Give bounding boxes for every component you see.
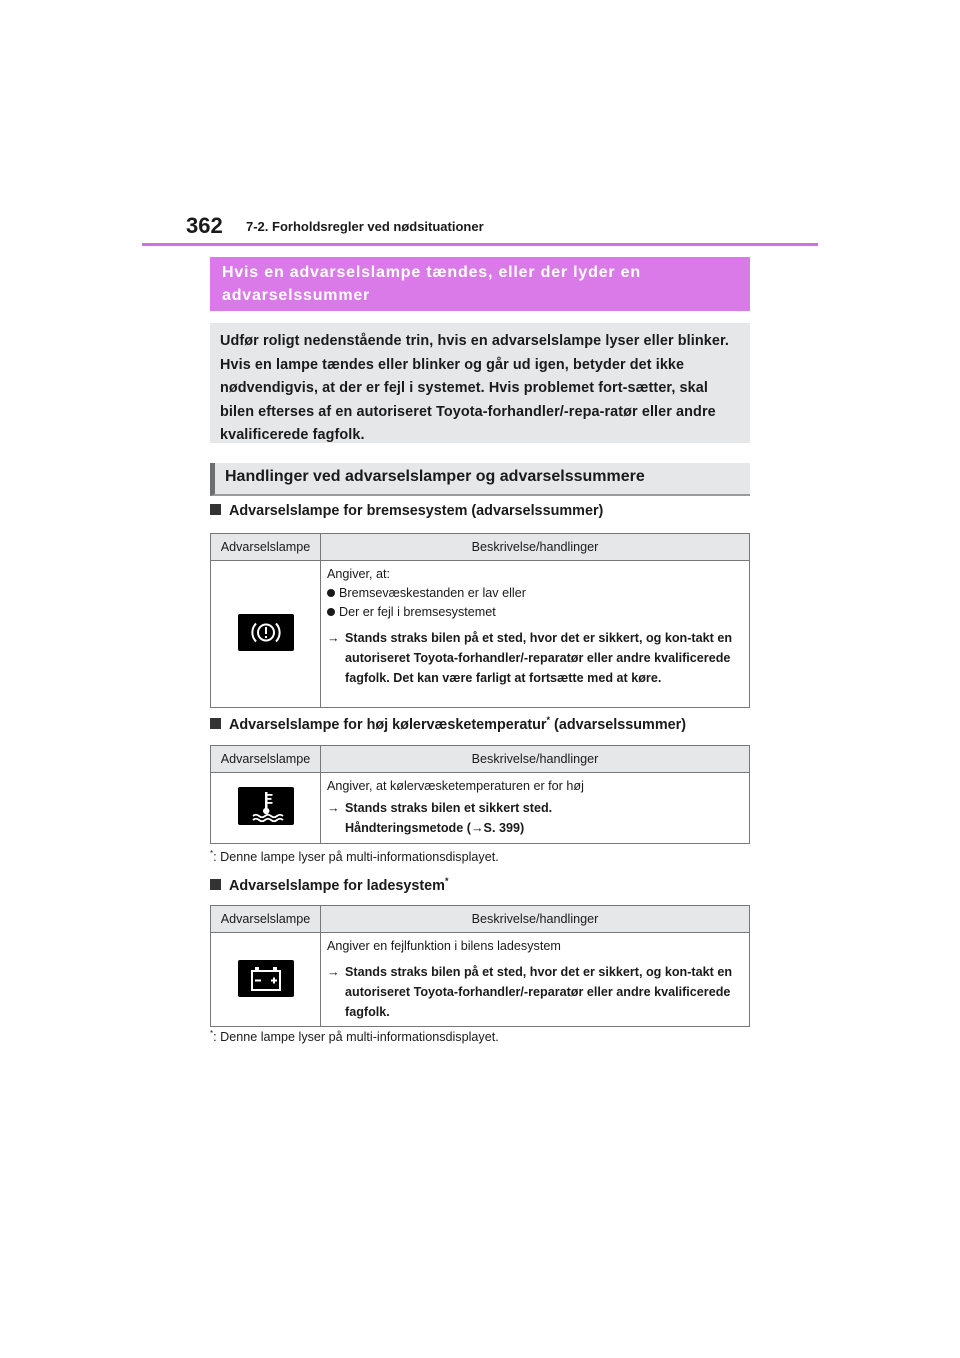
table-row [211, 561, 750, 708]
arrow-right-icon: → [327, 631, 340, 645]
subsection-heading-charging [210, 876, 448, 894]
lamp-cell [211, 933, 321, 1027]
arrow-right-icon: → [327, 965, 340, 979]
description-text: Angiver, at: [327, 567, 391, 581]
subsection-heading-text: Advarselslampe for høj kølervæsketemperatur [229, 716, 547, 733]
table-header-row [211, 746, 750, 773]
footnote [210, 849, 499, 864]
arrow-right-icon: → [327, 801, 340, 815]
lamp-cell [211, 561, 321, 708]
section-heading [210, 463, 750, 496]
description-text: Angiver en fejlfunktion i bilens ladesystem [327, 939, 561, 953]
description-cell [321, 561, 750, 708]
column-header-description: Beskrivelse/handlinger [321, 534, 750, 561]
action-text: Stands straks bilen på et sted, hvor det er sikkert, og kon-takt en autoriseret Toyota-forhandler/-reparatør eller andre kvalificerede fagfolk. [345, 965, 733, 1019]
footnote [210, 1029, 499, 1044]
subsection-heading-brake [210, 503, 603, 519]
page-number: 362 [186, 213, 223, 238]
subsection-heading-text: Advarselslampe for bremsesystem (advarselssummer) [229, 503, 604, 519]
footnote-marker: * [546, 715, 551, 725]
footnote-marker: * [444, 876, 449, 886]
column-header-description: Beskrivelse/handlinger [321, 746, 750, 773]
description-cell [321, 773, 750, 844]
bullet-item [327, 584, 743, 603]
footnote-text: : Denne lampe lyser på multi-informationsdisplayet. [213, 850, 499, 865]
battery-charging-icon [238, 960, 294, 997]
square-bullet-icon [210, 879, 221, 890]
action-text: Stands straks bilen på et sted, hvor det er sikkert, og kon-takt en autoriseret Toyota-forhandler/-reparatør eller andre kvalificerede fagfolk. Det kan være farligt at fortsætte med at køre. [345, 631, 733, 685]
column-header-lamp: Advarselslampe [211, 746, 321, 773]
header-rule [142, 243, 818, 246]
bullet-icon [327, 589, 335, 597]
description-text: Angiver, at kølervæsketemperaturen er for høj [327, 779, 584, 793]
action-instruction [327, 963, 743, 1022]
arrow-right-icon: → [470, 820, 484, 835]
bullet-icon [327, 608, 335, 616]
lamp-cell [211, 773, 321, 844]
table-header-row [211, 906, 750, 933]
column-header-description: Beskrivelse/handlinger [321, 906, 750, 933]
bullet-text: Der er fejl i bremsesystemet [339, 605, 496, 619]
warning-table-brake [210, 533, 750, 708]
action-instruction [327, 799, 743, 839]
page-reference: S. 399) [483, 820, 525, 835]
section-heading-text: Handlinger ved advarselslamper og advarselssummere [225, 468, 645, 485]
square-bullet-icon [210, 718, 221, 729]
footnote-marker: * [210, 1029, 214, 1038]
footnote-text: : Denne lampe lyser på multi-informationsdisplayet. [213, 1030, 499, 1045]
description-cell [321, 933, 750, 1027]
subsection-heading-text: Advarselslampe for ladesystem [229, 877, 445, 894]
brake-warning-icon [238, 614, 294, 651]
warning-table-coolant [210, 745, 750, 844]
chapter-title: 7-2. Forholdsregler ved nødsituationer [246, 219, 484, 234]
action-line: Stands straks bilen et sikkert sted. [345, 801, 553, 815]
action-instruction [327, 629, 743, 688]
warning-table-charging [210, 905, 750, 1027]
footnote-marker: * [210, 849, 214, 858]
table-row [211, 933, 750, 1027]
handling-reference-text: Håndteringsmetode ( [345, 820, 471, 835]
bullet-item [327, 603, 743, 622]
action-text [345, 799, 743, 839]
intro-box [210, 323, 750, 443]
intro-text: Udfør roligt nedenstående trin, hvis en advarselslampe lyser eller blinker. Hvis en lampe tændes eller blinker og går ud igen, betyder det ikke nødvendigvis, at der er fejl i systemet. Hvis problemet fort-sætter, skal bilen efterses af en autoriseret Toyota-forhandler/-repa-ratør eller andre kvalificerede fagfolk. [220, 333, 729, 444]
bullet-text: Bremsevæskestanden er lav eller [339, 586, 526, 600]
square-bullet-icon [210, 504, 221, 515]
subsection-heading-suffix: (advarselssummer) [550, 716, 687, 733]
column-header-lamp: Advarselslampe [211, 906, 321, 933]
table-row [211, 773, 750, 844]
page-title-box [210, 257, 750, 311]
column-header-lamp: Advarselslampe [211, 534, 321, 561]
page-title: Hvis en advarselslampe tændes, eller der lyder en advarselssummer [222, 264, 641, 304]
coolant-temperature-icon [238, 787, 294, 825]
handling-reference [345, 821, 524, 835]
subsection-heading-coolant [210, 715, 686, 733]
table-header-row [211, 534, 750, 561]
